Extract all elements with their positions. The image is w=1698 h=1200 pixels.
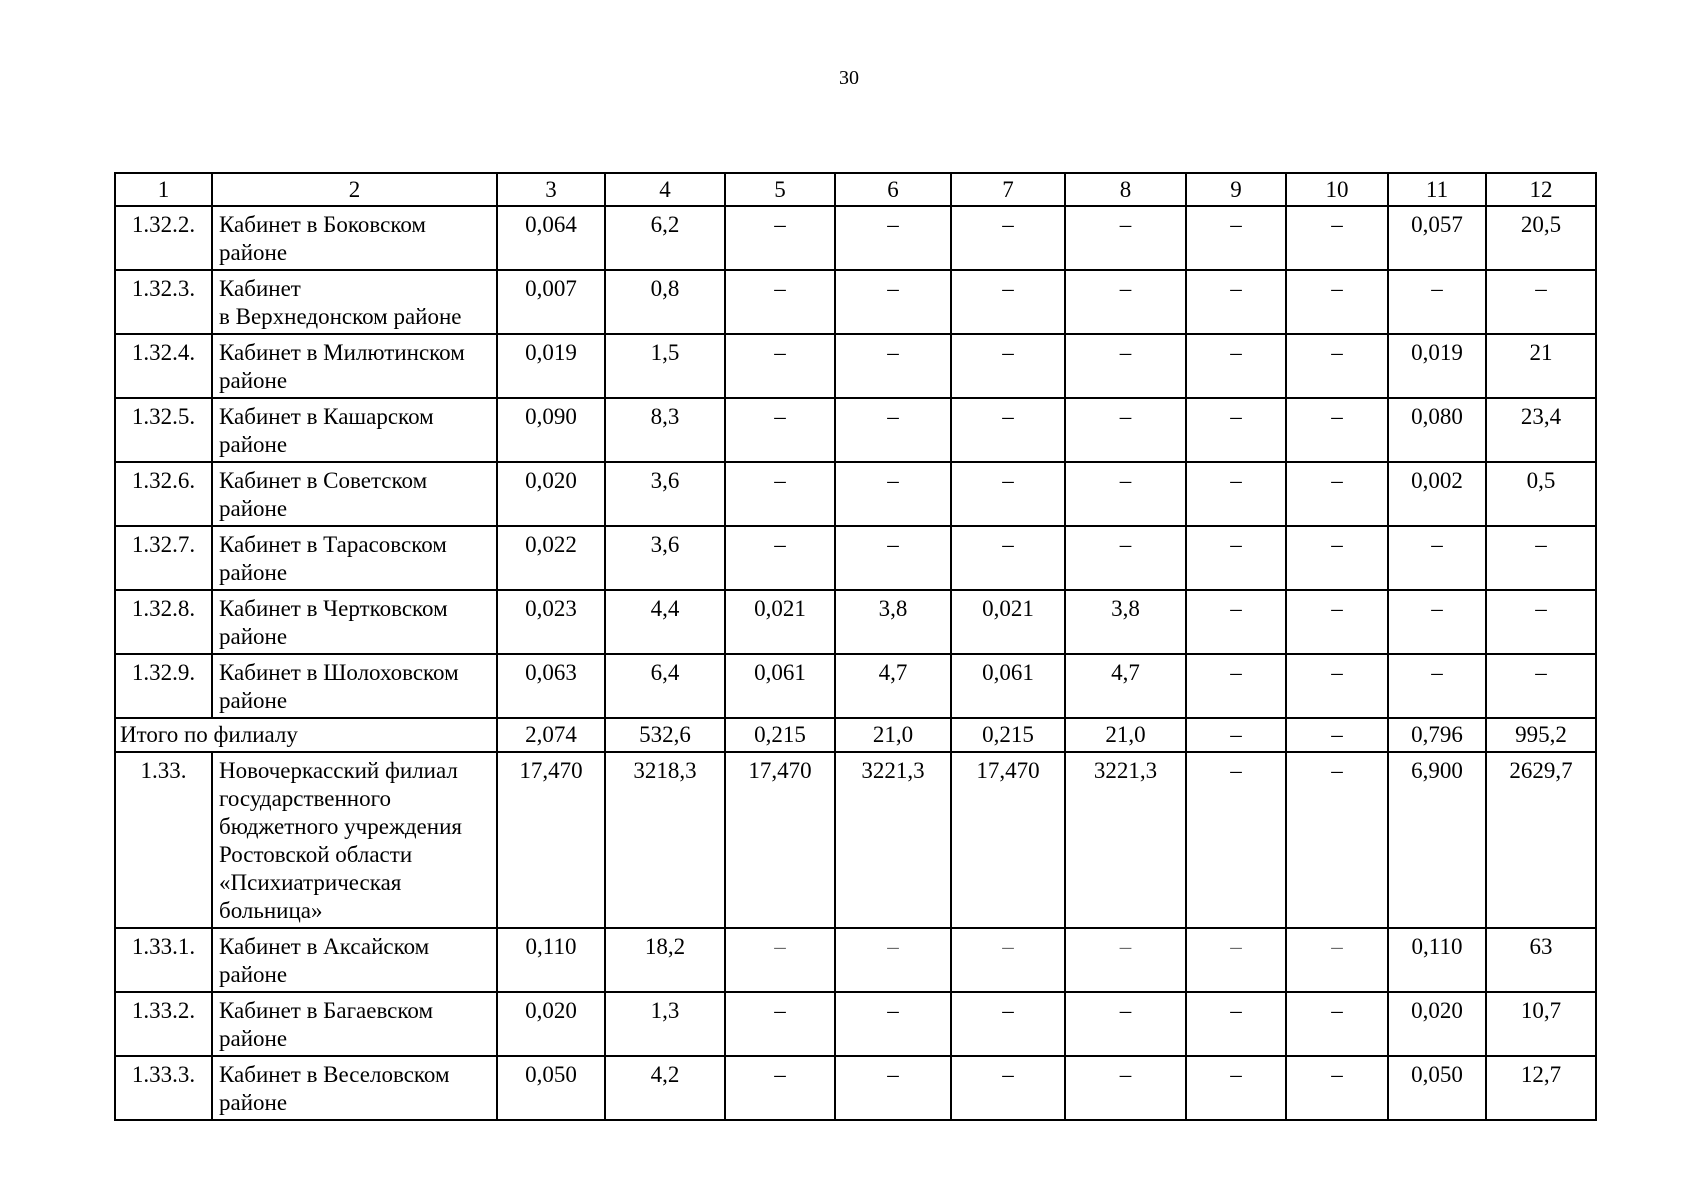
table-cell: – xyxy=(1486,590,1596,654)
table-cell: – xyxy=(1388,590,1486,654)
table-cell: 995,2 xyxy=(1486,718,1596,752)
table-row xyxy=(115,526,1596,590)
table-cell: 0,022 xyxy=(497,526,605,590)
table-cell: 0,064 xyxy=(497,206,605,270)
table-cell: 4,7 xyxy=(1065,654,1186,718)
table-cell: – xyxy=(1186,270,1286,334)
table-cell: – xyxy=(1065,1056,1186,1120)
table-cell: 4,4 xyxy=(605,590,725,654)
row-name: Кабинет в Аксайском районе xyxy=(212,928,497,992)
table-cell: 0,063 xyxy=(497,654,605,718)
table-cell: 0,019 xyxy=(497,334,605,398)
table-cell: 0,021 xyxy=(951,590,1065,654)
row-name: Кабинет в Верхнедонском районе xyxy=(212,270,497,334)
table-cell: – xyxy=(1186,1056,1286,1120)
table-cell: – xyxy=(1286,526,1388,590)
table-cell: 6,4 xyxy=(605,654,725,718)
table-cell: 3,8 xyxy=(1065,590,1186,654)
row-number: 1.32.5. xyxy=(115,398,212,462)
table-cell: – xyxy=(1286,206,1388,270)
table-cell: 0,023 xyxy=(497,590,605,654)
total-label: Итого по филиалу xyxy=(115,718,497,752)
table-cell: 21 xyxy=(1486,334,1596,398)
row-number: 1.32.3. xyxy=(115,270,212,334)
table-cell: 2,074 xyxy=(497,718,605,752)
table-cell: – xyxy=(951,992,1065,1056)
table-cell: 3221,3 xyxy=(835,752,951,928)
table-cell: – xyxy=(1286,270,1388,334)
table-cell: 63 xyxy=(1486,928,1596,992)
table-cell: – xyxy=(1286,992,1388,1056)
table-cell: – xyxy=(835,992,951,1056)
table-row xyxy=(115,270,1596,334)
table-cell: 4,7 xyxy=(835,654,951,718)
table-cell: – xyxy=(1065,334,1186,398)
table-cell: – xyxy=(1065,462,1186,526)
table-cell: 0,110 xyxy=(497,928,605,992)
table-cell: 0,090 xyxy=(497,398,605,462)
table-cell: 3,6 xyxy=(605,526,725,590)
table-cell: – xyxy=(725,992,835,1056)
table-cell: 17,470 xyxy=(725,752,835,928)
row-name: Кабинет в Боковском районе xyxy=(212,206,497,270)
table-cell: – xyxy=(725,462,835,526)
column-header-1: 1 xyxy=(115,173,212,206)
table-cell: – xyxy=(1186,462,1286,526)
table-cell: – xyxy=(835,270,951,334)
table-row xyxy=(115,928,1596,992)
table-total-row xyxy=(115,718,1596,752)
table-row xyxy=(115,206,1596,270)
column-header-5: 5 xyxy=(725,173,835,206)
column-header-6: 6 xyxy=(835,173,951,206)
row-number: 1.32.7. xyxy=(115,526,212,590)
table-cell: – xyxy=(835,462,951,526)
table-cell: 0,796 xyxy=(1388,718,1486,752)
table-cell: 0,057 xyxy=(1388,206,1486,270)
table-cell: – xyxy=(1388,526,1486,590)
table-cell: 0,020 xyxy=(1388,992,1486,1056)
table-cell: – xyxy=(951,462,1065,526)
row-name: Кабинет в Милютинском районе xyxy=(212,334,497,398)
table-cell: – xyxy=(1186,526,1286,590)
data-table xyxy=(114,172,1597,1121)
table-cell: 0,021 xyxy=(725,590,835,654)
row-name: Кабинет в Веселовском районе xyxy=(212,1056,497,1120)
table-cell: 3218,3 xyxy=(605,752,725,928)
table-cell: 23,4 xyxy=(1486,398,1596,462)
table-cell: – xyxy=(1286,718,1388,752)
table-cell: 1,5 xyxy=(605,334,725,398)
row-name: Кабинет в Шолоховском районе xyxy=(212,654,497,718)
table-cell: – xyxy=(951,206,1065,270)
table-cell: – xyxy=(951,928,1065,992)
table-row xyxy=(115,334,1596,398)
table-cell: 18,2 xyxy=(605,928,725,992)
table-cell: 0,020 xyxy=(497,462,605,526)
table-cell: 3,6 xyxy=(605,462,725,526)
table-cell: – xyxy=(951,334,1065,398)
table-cell: – xyxy=(1388,270,1486,334)
table-cell: 2629,7 xyxy=(1486,752,1596,928)
table-cell: – xyxy=(951,1056,1065,1120)
column-header-11: 11 xyxy=(1388,173,1486,206)
table-cell: – xyxy=(1065,526,1186,590)
table-body xyxy=(115,173,1596,1120)
table-cell: – xyxy=(1186,398,1286,462)
table-cell: 0,215 xyxy=(951,718,1065,752)
table-cell: – xyxy=(835,206,951,270)
table-cell: – xyxy=(725,928,835,992)
table-cell: 0,215 xyxy=(725,718,835,752)
table-cell: 3,8 xyxy=(835,590,951,654)
table-cell: 0,007 xyxy=(497,270,605,334)
table-cell: – xyxy=(1286,590,1388,654)
table-row xyxy=(115,654,1596,718)
table-cell: 1,3 xyxy=(605,992,725,1056)
table-cell: 0,019 xyxy=(1388,334,1486,398)
table-cell: – xyxy=(725,334,835,398)
table-cell: 3221,3 xyxy=(1065,752,1186,928)
column-header-7: 7 xyxy=(951,173,1065,206)
table-cell: – xyxy=(835,334,951,398)
table-cell: – xyxy=(1486,526,1596,590)
row-number: 1.32.2. xyxy=(115,206,212,270)
row-number: 1.33. xyxy=(115,752,212,928)
table-cell: – xyxy=(1186,752,1286,928)
row-number: 1.33.3. xyxy=(115,1056,212,1120)
table-cell: – xyxy=(1186,590,1286,654)
table-cell: – xyxy=(1286,752,1388,928)
table-cell: 6,2 xyxy=(605,206,725,270)
table-cell: – xyxy=(725,1056,835,1120)
table-cell: 532,6 xyxy=(605,718,725,752)
row-name: Кабинет в Тарасовском районе xyxy=(212,526,497,590)
table-cell: 0,061 xyxy=(951,654,1065,718)
table-cell: 4,2 xyxy=(605,1056,725,1120)
table-row xyxy=(115,398,1596,462)
table-cell: – xyxy=(835,398,951,462)
row-name: Кабинет в Советском районе xyxy=(212,462,497,526)
table-cell: – xyxy=(1286,398,1388,462)
table-header-row xyxy=(115,173,1596,206)
table-cell: 0,5 xyxy=(1486,462,1596,526)
table-cell: – xyxy=(835,928,951,992)
table-cell: – xyxy=(1286,654,1388,718)
row-number: 1.32.8. xyxy=(115,590,212,654)
table-cell: – xyxy=(1286,334,1388,398)
table-cell: – xyxy=(951,270,1065,334)
table-cell: 10,7 xyxy=(1486,992,1596,1056)
column-header-8: 8 xyxy=(1065,173,1186,206)
row-number: 1.32.4. xyxy=(115,334,212,398)
table-cell: – xyxy=(1186,992,1286,1056)
column-header-12: 12 xyxy=(1486,173,1596,206)
table-row xyxy=(115,1056,1596,1120)
table-cell: – xyxy=(1065,270,1186,334)
row-name: Кабинет в Чертковском районе xyxy=(212,590,497,654)
table-cell: – xyxy=(1065,206,1186,270)
table-cell: – xyxy=(1286,928,1388,992)
table-cell: – xyxy=(1065,928,1186,992)
table-cell: – xyxy=(725,398,835,462)
row-number: 1.33.2. xyxy=(115,992,212,1056)
table-cell: 6,900 xyxy=(1388,752,1486,928)
table-cell: 0,050 xyxy=(497,1056,605,1120)
column-header-4: 4 xyxy=(605,173,725,206)
table-cell: – xyxy=(1186,654,1286,718)
row-name: Кабинет в Багаевском районе xyxy=(212,992,497,1056)
table-cell: – xyxy=(1186,206,1286,270)
table-cell: – xyxy=(1186,334,1286,398)
row-name: Новочеркасский филиал государственного бюджетного учреждения Ростовской области «Психиатрическая больница» xyxy=(212,752,497,928)
column-header-9: 9 xyxy=(1186,173,1286,206)
table-cell: 0,020 xyxy=(497,992,605,1056)
table-cell: 8,3 xyxy=(605,398,725,462)
column-header-2: 2 xyxy=(212,173,497,206)
table-cell: 21,0 xyxy=(1065,718,1186,752)
table-cell: – xyxy=(835,1056,951,1120)
table-cell: 20,5 xyxy=(1486,206,1596,270)
table-row xyxy=(115,462,1596,526)
table-cell: 17,470 xyxy=(497,752,605,928)
row-number: 1.32.9. xyxy=(115,654,212,718)
table-cell: – xyxy=(1286,462,1388,526)
table-cell: 0,080 xyxy=(1388,398,1486,462)
column-header-10: 10 xyxy=(1286,173,1388,206)
row-number: 1.32.6. xyxy=(115,462,212,526)
table-cell: – xyxy=(951,526,1065,590)
table-cell: – xyxy=(1388,654,1486,718)
table-cell: – xyxy=(1186,718,1286,752)
table-cell: – xyxy=(1486,270,1596,334)
table-cell: 17,470 xyxy=(951,752,1065,928)
column-header-3: 3 xyxy=(497,173,605,206)
table-cell: – xyxy=(835,526,951,590)
table-cell: – xyxy=(1186,928,1286,992)
table-row xyxy=(115,992,1596,1056)
table-cell: – xyxy=(725,206,835,270)
table-row xyxy=(115,752,1596,928)
row-number: 1.33.1. xyxy=(115,928,212,992)
table-cell: 21,0 xyxy=(835,718,951,752)
table-cell: 12,7 xyxy=(1486,1056,1596,1120)
table-row xyxy=(115,590,1596,654)
page-number: 30 xyxy=(839,67,859,89)
table-cell: – xyxy=(725,270,835,334)
table-cell: – xyxy=(1065,398,1186,462)
table-cell: – xyxy=(1286,1056,1388,1120)
table-cell: 0,061 xyxy=(725,654,835,718)
table-cell: 0,8 xyxy=(605,270,725,334)
table-cell: – xyxy=(725,526,835,590)
table-cell: – xyxy=(1065,992,1186,1056)
table-cell: 0,050 xyxy=(1388,1056,1486,1120)
table-cell: 0,002 xyxy=(1388,462,1486,526)
row-name: Кабинет в Кашарском районе xyxy=(212,398,497,462)
table-cell: 0,110 xyxy=(1388,928,1486,992)
table-cell: – xyxy=(951,398,1065,462)
table-cell: – xyxy=(1486,654,1596,718)
